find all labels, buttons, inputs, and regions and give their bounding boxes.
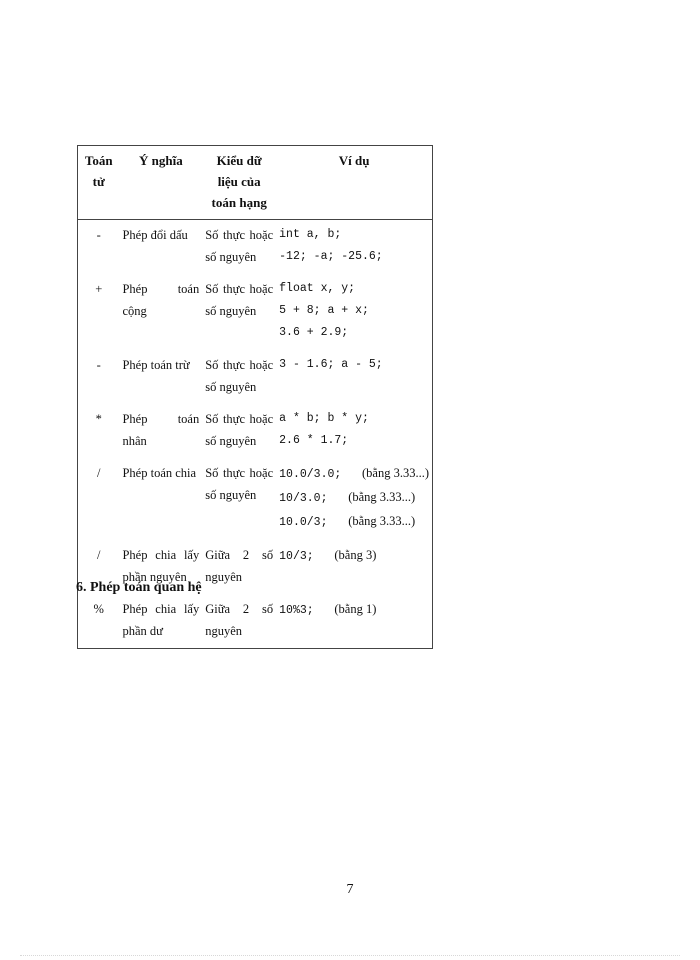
operator-table: [77, 145, 433, 649]
operator-cell: *: [95, 412, 102, 426]
table-row: [78, 594, 433, 649]
meaning-cell: Phép toán trừ: [122, 358, 190, 372]
example-code: 3 - 1.6; a - 5;: [279, 358, 383, 371]
operand-type-cell: Số thực hoặc số nguyên: [205, 282, 274, 318]
example-cell: [276, 350, 432, 404]
header-meaning: Ý nghĩa: [119, 146, 202, 220]
header-operand-type: Kiểu dữ liệu của toán hạng: [202, 146, 276, 220]
example-code: 10/3;: [279, 550, 314, 563]
table-row: [78, 458, 433, 540]
example-line: [279, 462, 429, 486]
example-cell: [276, 458, 432, 540]
operator-cell: -: [96, 228, 101, 242]
example-code: float x, y;: [279, 282, 356, 295]
operator-cell: -: [96, 358, 101, 372]
example-code: 10.0/3;: [279, 516, 328, 529]
example-result-note: (bằng 3): [334, 548, 377, 562]
table-row: [78, 350, 433, 404]
example-line: [279, 224, 429, 246]
example-cell: [276, 540, 432, 594]
page-edge-divider: [20, 955, 680, 956]
operand-type-cell: Giữa 2 số nguyên: [205, 548, 274, 584]
page-number: 7: [346, 882, 354, 897]
example-code: 10/3.0;: [279, 492, 328, 505]
meaning-cell: Phép toán nhân: [122, 412, 200, 448]
example-result-note: (bằng 1): [334, 602, 377, 616]
operator-cell: /: [96, 466, 101, 480]
example-line: [279, 278, 429, 300]
operator-cell: /: [96, 548, 101, 562]
example-result-note: (bằng 3.33...): [362, 466, 429, 480]
table-row: [78, 220, 433, 275]
example-result-note: (bằng 3.33...): [348, 490, 416, 504]
example-code: a * b; b * y;: [279, 412, 369, 425]
operator-cell: %: [93, 602, 104, 616]
table-row: [78, 404, 433, 458]
example-line: [279, 354, 429, 376]
example-code: 2.6 * 1.7;: [279, 434, 349, 447]
example-code: 10%3;: [279, 604, 314, 617]
example-code: 3.6 + 2.9;: [279, 326, 349, 339]
operand-type-cell: Số thực hoặc số nguyên: [205, 228, 274, 264]
table-row: [78, 274, 433, 350]
operand-type-cell: Số thực hoặc số nguyên: [205, 412, 274, 448]
operator-cell: +: [95, 282, 103, 296]
example-line: [279, 430, 429, 452]
header-operator: Toán tử: [78, 146, 120, 220]
meaning-cell: Phép chia lấy phần nguyên: [122, 548, 200, 584]
example-code: 10.0/3.0;: [279, 468, 342, 481]
example-code: -12; -a; -25.6;: [279, 250, 383, 263]
example-line: [279, 598, 429, 622]
example-line: [279, 408, 429, 430]
example-code: int a, b;: [279, 228, 342, 241]
example-code: 5 + 8; a + x;: [279, 304, 369, 317]
example-cell: [276, 404, 432, 458]
meaning-cell: Phép đổi dấu: [122, 228, 188, 242]
meaning-cell: Phép toán cộng: [122, 282, 200, 318]
meaning-cell: Phép chia lấy phần dư: [122, 602, 200, 638]
header-example: Ví dụ: [276, 146, 432, 220]
example-line: [279, 246, 429, 268]
example-line: [279, 486, 429, 510]
example-result-note: (bằng 3.33...): [348, 514, 416, 528]
operand-type-cell: Giữa 2 số nguyên: [205, 602, 274, 638]
section-heading: 6. Phép toán quan hệ: [76, 580, 202, 595]
example-line: [279, 322, 429, 344]
meaning-cell: Phép toán chia: [122, 466, 197, 480]
operand-type-cell: Số thực hoặc số nguyên: [205, 358, 274, 394]
example-cell: [276, 220, 432, 275]
example-line: [279, 544, 429, 568]
example-cell: [276, 274, 432, 350]
example-cell: [276, 594, 432, 649]
table-header-row: [78, 146, 433, 220]
example-line: [279, 300, 429, 322]
example-line: [279, 510, 429, 534]
operand-type-cell: Số thực hoặc số nguyên: [205, 466, 274, 502]
